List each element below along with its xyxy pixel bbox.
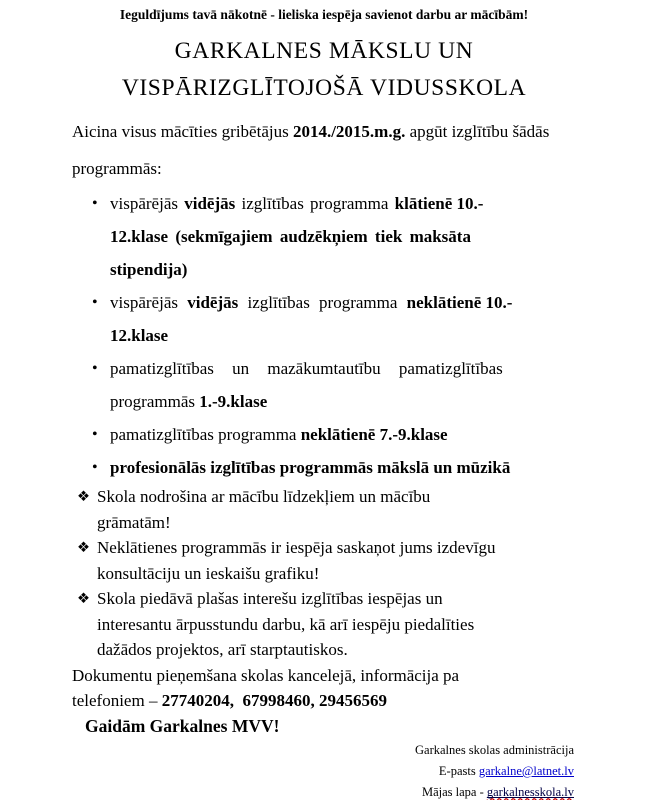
text-segment: izglītības programma: [238, 293, 407, 312]
text-segment: telefoniem –: [72, 691, 162, 710]
list-item-text: [110, 458, 510, 477]
text-segment: izglītības programma: [235, 194, 395, 213]
spellcheck-underline: [487, 785, 574, 799]
list-item-text: [97, 487, 430, 532]
bullet-icon: •: [92, 426, 98, 443]
contact-paragraph: [72, 663, 648, 714]
admin-line: Garkalnes skolas administrācija: [415, 743, 574, 757]
text-segment: Skola piedāvā plašas interešu izglītības iespējas un: [97, 589, 443, 608]
text-segment: vidējās: [184, 194, 236, 213]
info-list: [0, 484, 648, 663]
list-item-text: [97, 589, 474, 659]
title-line: VISPĀRIZGLĪTOJOŠĀ VIDUSSKOLA: [121, 75, 527, 101]
list-item: [0, 286, 648, 352]
text-segment: apgūt izglītību šādās: [405, 122, 550, 141]
tagline: Ieguldījums tavā nākotnē - lieliska iespēja savienot darbu ar mācībām!: [119, 7, 529, 22]
school-title: [0, 33, 648, 107]
bullet-icon: •: [92, 360, 98, 377]
list-item-text: [110, 194, 483, 279]
text-segment: Dokumentu pieņemšana skolas kancelejā, informācija pa: [72, 665, 460, 685]
list-item: [0, 484, 648, 535]
text-segment: Neklātienes programmās ir iespēja saskaņot jums izdevīgu: [97, 538, 496, 557]
text-segment: neklātienē 7.-9.klase: [300, 425, 448, 444]
bullet-icon: •: [92, 294, 98, 311]
list-item-text: [110, 359, 503, 411]
text-segment: Aicina visus mācīties gribētājus: [72, 122, 293, 141]
text-segment: 1.-9.klase: [199, 392, 268, 411]
program-list: [0, 187, 648, 484]
text-segment: stipendija): [110, 260, 188, 279]
diamond-icon: ❖: [77, 489, 90, 505]
list-item: [0, 187, 648, 286]
email-line: [0, 761, 574, 782]
text-segment: profesionālās izglītības programmās mākslā un mūzikā: [110, 458, 511, 477]
list-item: [0, 535, 648, 586]
text-segment: vispārējās: [110, 194, 185, 213]
text-segment: programmās:: [72, 159, 162, 178]
text-segment: vispārējās: [110, 293, 188, 312]
text-segment: konsultāciju un ieskaišu grafiku!: [97, 563, 320, 583]
text-segment: pamatizglītības programma: [110, 425, 301, 444]
list-item: [0, 418, 648, 451]
website-link[interactable]: garkalnesskola.lv: [486, 785, 574, 799]
text-segment: programmās: [110, 392, 200, 411]
signature-block: [0, 740, 648, 800]
website-label: Mājas lapa -: [421, 785, 487, 799]
text-segment: Skola nodrošina ar mācību līdzekļiem un mācību: [97, 487, 431, 506]
text-segment: grāmatām!: [97, 512, 171, 532]
title-line: GARKALNES MĀKSLU UN: [174, 38, 474, 64]
list-item: [0, 352, 648, 418]
bullet-icon: •: [92, 459, 98, 476]
list-item-text: [110, 293, 512, 345]
email-label: E-pasts: [438, 764, 479, 778]
text-segment: 12.klase: [110, 326, 169, 345]
diamond-icon: ❖: [77, 591, 90, 607]
list-item: [0, 586, 648, 663]
list-item-text: [110, 425, 448, 444]
text-segment: interesantu ārpusstundu darbu, kā arī iespēju piedalīties: [97, 614, 475, 634]
closing-line: Gaidām Garkalnes MVV!: [85, 715, 280, 736]
intro-paragraph: [72, 113, 648, 187]
text-segment: neklātienē 10.-: [406, 293, 513, 312]
text-segment: pamatizglītības un mazākumtautību pamatizglītības: [110, 359, 503, 378]
text-segment: 2014./2015.m.g.: [292, 122, 406, 141]
text-segment: vidējās: [187, 293, 239, 312]
text-segment: dažādos projektos, arī starptautiskos.: [97, 640, 348, 659]
text-segment: klātienē 10.-: [394, 194, 484, 213]
email-link[interactable]: garkalne@latnet.lv: [478, 764, 574, 778]
list-item: [0, 451, 648, 484]
text-segment: 27740204, 67998460, 29456569: [161, 691, 387, 710]
text-segment: 12.klase (sekmīgajiem audzēkņiem tiek maksāta: [110, 227, 471, 246]
bullet-icon: •: [92, 195, 98, 212]
website-line: [0, 782, 574, 800]
diamond-icon: ❖: [77, 540, 90, 556]
list-item-text: [97, 538, 495, 583]
